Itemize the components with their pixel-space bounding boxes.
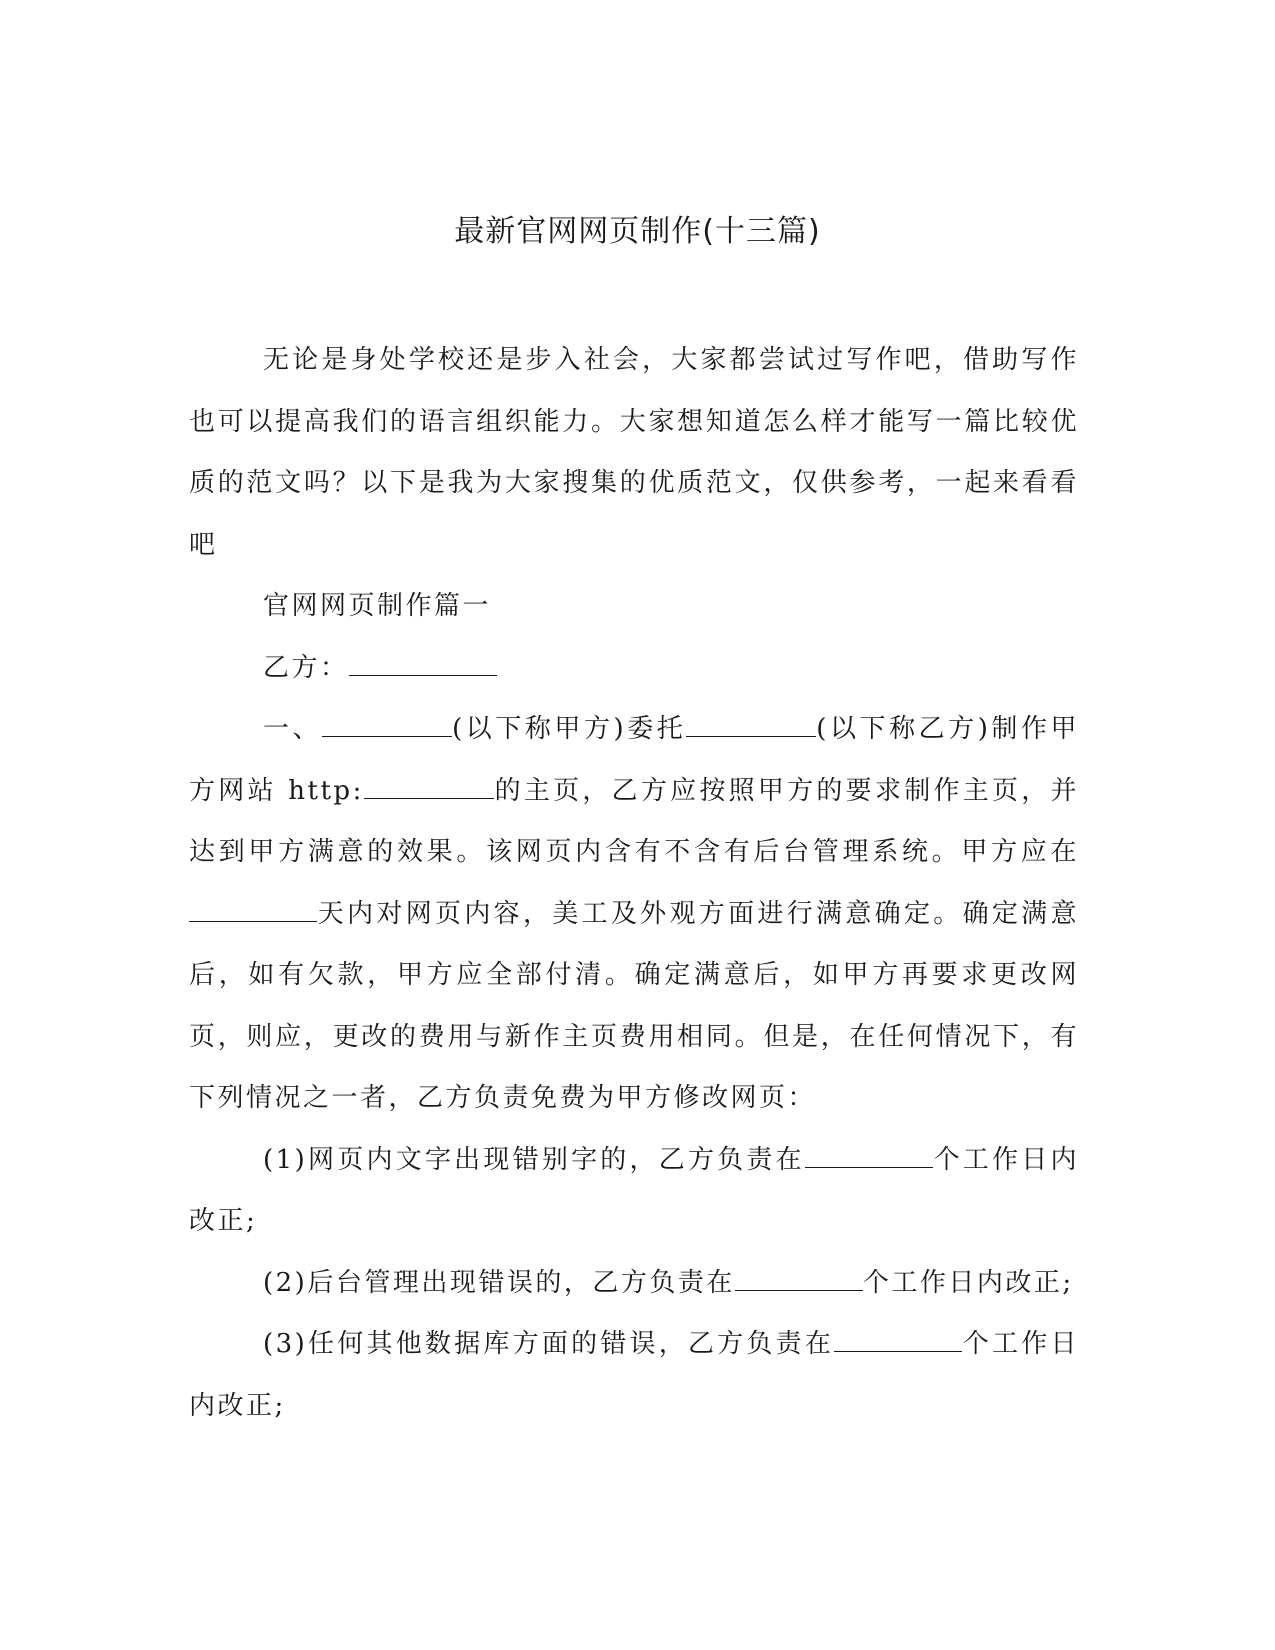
- item-2-paragraph: [189, 1253, 1079, 1315]
- section-heading: [189, 576, 1079, 638]
- clause-1-part-2: (以下称乙方)制作甲方网站 http:: [189, 714, 1079, 806]
- website-url-blank: [364, 776, 494, 799]
- clause-1-part-4: 天内对网页内容，美工及外观方面进行满意确定。确定满意后，如有欠款，甲方应全部付清。确定满意后，如甲方再要求更改网页，则应，更改的费用与新作主页费用相同。但是，在任何情况下，有下列情况之一者，乙方负责免费为甲方修改网页：: [189, 898, 1079, 1113]
- party-a-blank: [322, 714, 452, 737]
- item-1-text-before: (1)网页内文字出现错别字的，乙方负责在: [263, 1144, 805, 1175]
- item-1-text-after: 个工作日内改正;: [189, 1144, 1079, 1236]
- item-2-days-blank: [735, 1268, 863, 1291]
- intro-paragraph: [189, 330, 1079, 576]
- party-b-name-blank: [686, 714, 816, 737]
- days-blank: [189, 899, 317, 922]
- item-1-paragraph: [189, 1130, 1079, 1253]
- party-b-blank: [349, 653, 497, 676]
- party-b-line: [189, 638, 1079, 700]
- clause-1-prefix: 一、: [263, 714, 323, 744]
- item-3-days-blank: [834, 1329, 962, 1352]
- item-3-text-after: 个工作日内改正;: [189, 1329, 1079, 1421]
- document-body: [189, 330, 1079, 1437]
- item-3-paragraph: [189, 1314, 1079, 1437]
- clause-1-paragraph: [189, 699, 1079, 1130]
- clause-1-part-3: 的主页，乙方应按照甲方的要求制作主页，并达到甲方满意的效果。该网页内含有不含有后台管理系统。甲方应在: [189, 775, 1079, 867]
- item-3-text-before: (3)任何其他数据库方面的错误，乙方负责在: [263, 1329, 835, 1359]
- clause-1-part-1: (以下称甲方)委托: [452, 714, 687, 744]
- item-2-text-after: 个工作日内改正;: [862, 1267, 1074, 1298]
- document-title: 最新官网网页制作(十三篇): [454, 214, 821, 249]
- intro-text: 无论是身处学校还是步入社会，大家都尝试过写作吧，借助写作也可以提高我们的语言组织能力。大家想知道怎么样才能写一篇比较优质的范文吗？以下是我为大家搜集的优质范文，仅供参考，一起来看看吧: [189, 345, 1079, 560]
- party-b-label: 乙方：: [263, 652, 349, 683]
- item-1-days-blank: [805, 1145, 933, 1168]
- item-2-text-before: (2)后台管理出现错误的，乙方负责在: [263, 1267, 735, 1298]
- section-heading-text: 官网网页制作篇一: [263, 591, 492, 621]
